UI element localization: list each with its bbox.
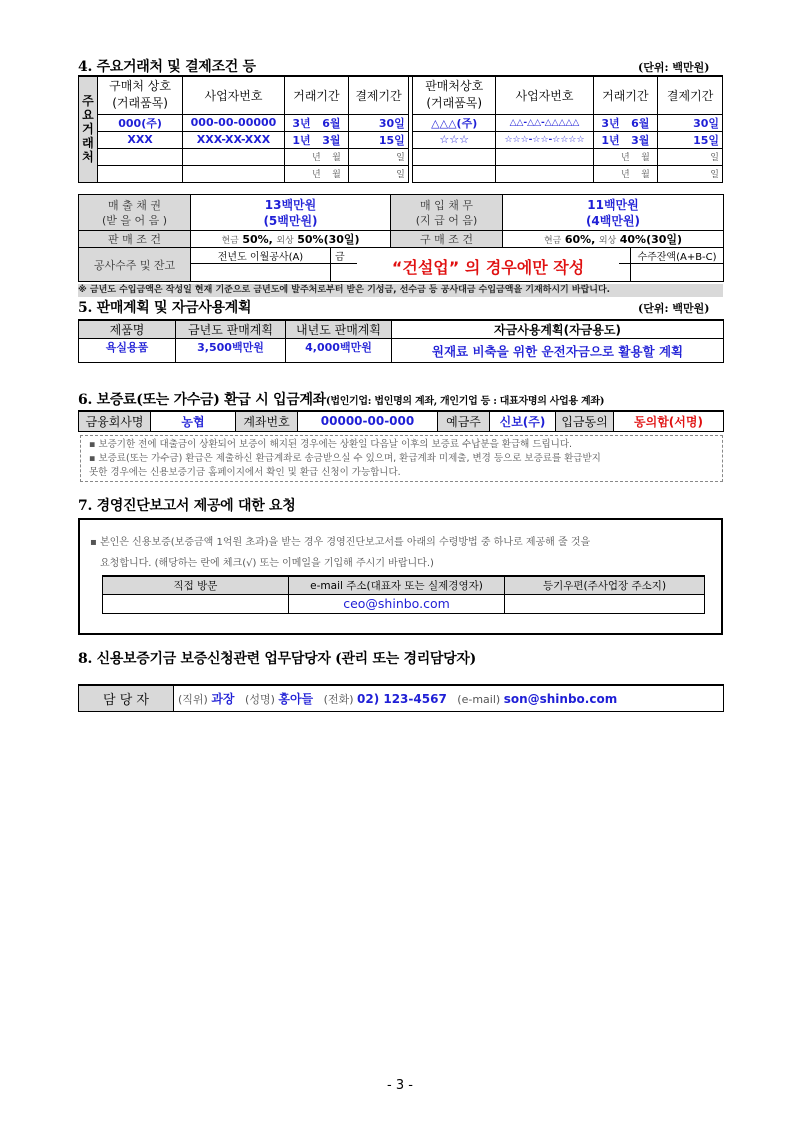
header-buyer-bizno: 사업자번호 <box>183 76 284 114</box>
section-8-title: 8. 신용보증기금 보증신청관련 업무담당자 (관리 또는 경리담당자) <box>78 651 476 667</box>
buyer-name: 000(주) <box>97 114 183 131</box>
holder-value: 신보(주) <box>490 411 556 431</box>
consent-value: 동의함(서명) <box>614 411 724 431</box>
buyer-name: XXX <box>97 131 183 148</box>
fund-use-plan: 원재료 비축을 위한 운전자금으로 활용할 계획 <box>392 339 724 363</box>
header-seller-bizno: 사업자번호 <box>496 76 593 114</box>
bank-label: 금융회사명 <box>79 411 151 431</box>
seller-name: ☆☆☆ <box>412 131 496 148</box>
table-row <box>79 131 723 148</box>
buyer-pay: 15일 <box>349 131 408 148</box>
header-fund-use: 자금사용계획(자금용도) <box>392 320 724 339</box>
sale-condition-label: 판 매 조 건 <box>79 231 191 248</box>
refund-note-3: 못한 경우에는 신용보증기금 홈페이지에서 확인 및 환급 신청이 가능합니다. <box>89 467 401 478</box>
header-seller: 판매처상호 (거래품목) <box>412 76 496 114</box>
payment-conditions-table <box>78 194 724 248</box>
header-visit: 직접 방문 <box>103 576 289 594</box>
sale-condition-value: 현금 50%, 외상 50%(30일) <box>191 231 391 248</box>
bank-value: 농협 <box>151 411 236 431</box>
buyer-period: 년 월 <box>284 148 349 165</box>
header-this-year: 금년도 판매계획 <box>176 320 286 339</box>
buyer-pay: 30일 <box>349 114 408 131</box>
report-request-box <box>78 518 723 635</box>
refund-note-2: ▪ 보증료(또는 가수금) 환급은 제출하신 환급계좌로 송금받으실 수 있으며, 환급계좌 미제출, 변경 등으로 보증료를 환급받지 <box>89 453 601 464</box>
buyer-period: 1년 3월 <box>284 131 349 148</box>
header-seller-pay: 결제기간 <box>658 76 723 114</box>
seller-period: 1년 3월 <box>593 131 658 148</box>
seller-period: 3년 6월 <box>593 114 658 131</box>
refund-note-1: ▪ 보증기한 전에 대출금이 상환되어 보증이 해지된 경우에는 상환일 다음날 이후의 보증료 수납분을 환급해 드립니다. <box>89 439 573 450</box>
seller-pay: 일 <box>658 148 723 165</box>
receivables-label: 매 출 채 권 (받 을 어 음 ) <box>79 195 191 231</box>
contact-label: 담 당 자 <box>79 685 174 711</box>
report-method-table <box>102 575 705 614</box>
payables-label: 매 입 채 무 (지 급 어 음) <box>391 195 503 231</box>
header-email: e-mail 주소(대표자 또는 실제경영자) <box>289 576 505 594</box>
buyer-bizno: 000-00-00000 <box>183 114 284 131</box>
account-value: 00000-00-000 <box>298 411 438 431</box>
seller-pay: 15일 <box>658 131 723 148</box>
header-buyer-pay: 결제기간 <box>349 76 408 114</box>
seller-bizno: △△-△△-△△△△△ <box>496 114 593 131</box>
trading-partners-table <box>78 75 723 183</box>
this-year-plan: 3,500백만원 <box>176 339 286 363</box>
construction-col-balance: 수주잔액(A+B-C) <box>631 248 724 264</box>
header-post: 등기우편(주사업장 주소지) <box>505 576 705 594</box>
buy-condition-label: 구 매 조 건 <box>391 231 503 248</box>
contact-table <box>78 684 724 712</box>
buyer-pay: 일 <box>349 148 408 165</box>
sales-plan-table <box>78 319 724 363</box>
construction-col-a: 전년도 이월공사(A) <box>191 248 331 264</box>
product-name: 욕실용품 <box>79 339 176 363</box>
buyer-period: 3년 6월 <box>284 114 349 131</box>
table-row <box>79 148 723 165</box>
footnote: ※ 금년도 수입금액은 작성일 현재 기준으로 금년도에 발주처로부터 받은 기성금, 선수금 등 공사대금 수입금액을 기재하시기 바랍니다. <box>78 284 723 297</box>
section-5-title: 5. 판매계획 및 자금사용계획 <box>78 300 252 316</box>
buyer-period: 년 월 <box>284 165 349 182</box>
construction-label: 공사수주 및 잔고 <box>79 248 191 282</box>
report-request-text: ▪ 본인은 신용보증(보증금액 1억원 초과)을 받는 경우 경영진단보고서를 아래의 수령방법 중 하나로 제공해 줄 것을 요청합니다. (해당하는 란에 체크(√) 또는 이메일을 기입해 주시기 바랍니다.) <box>90 537 591 569</box>
seller-name: △△△(주) <box>412 114 496 131</box>
construction-only-notice: “건설업” 의 경우에만 작성 <box>357 255 619 281</box>
refund-notes <box>80 435 723 482</box>
header-buyer-period: 거래기간 <box>284 76 349 114</box>
section-6-title: 6. 보증료(또는 가수금) 환급 시 입금계좌(법인기업: 법인명의 계좌, 개인기업 등 : 대표자명의 사업용 계좌) <box>78 392 605 408</box>
post-check[interactable] <box>505 594 705 613</box>
receivables-value: 13백만원 (5백만원) <box>191 195 391 231</box>
seller-period: 년 월 <box>593 165 658 182</box>
buy-condition-value: 현금 60%, 외상 40%(30일) <box>503 231 724 248</box>
construction-col-b: 금 <box>331 248 631 264</box>
section-5-unit: (단위: 백만원) <box>638 302 710 315</box>
table-row <box>79 114 723 131</box>
seller-pay: 30일 <box>658 114 723 131</box>
seller-bizno: ☆☆☆-☆☆-☆☆☆☆ <box>496 131 593 148</box>
holder-label: 예금주 <box>438 411 490 431</box>
seller-period: 년 월 <box>593 148 658 165</box>
next-year-plan: 4,000백만원 <box>286 339 392 363</box>
section-4-unit: (단위: 백만원) <box>638 61 710 74</box>
header-product: 제품명 <box>79 320 176 339</box>
account-label: 계좌번호 <box>236 411 298 431</box>
header-buyer: 구매처 상호 (거래품목) <box>97 76 183 114</box>
buyer-pay: 일 <box>349 165 408 182</box>
contact-value: (직위) 과장 (성명) 홍아들 (전화) 02) 123-4567 (e-mail) son@shinbo.com <box>174 685 724 711</box>
side-label: 주 요 거 래 처 <box>79 76 98 182</box>
seller-pay: 일 <box>658 165 723 182</box>
page-number: - 3 - <box>387 1078 413 1093</box>
section-4-title: 4. 주요거래처 및 결제조건 등 <box>78 59 256 75</box>
section-7-title: 7. 경영진단보고서 제공에 대한 요청 <box>78 498 296 514</box>
header-seller-period: 거래기간 <box>593 76 658 114</box>
payables-value: 11백만원 (4백만원) <box>503 195 724 231</box>
refund-account-table <box>78 410 724 432</box>
table-row <box>79 165 723 182</box>
buyer-bizno: XXX-XX-XXX <box>183 131 284 148</box>
consent-label: 입금동의 <box>556 411 614 431</box>
email-value[interactable]: ceo@shinbo.com <box>289 594 505 613</box>
header-next-year: 내년도 판매계획 <box>286 320 392 339</box>
visit-check[interactable] <box>103 594 289 613</box>
